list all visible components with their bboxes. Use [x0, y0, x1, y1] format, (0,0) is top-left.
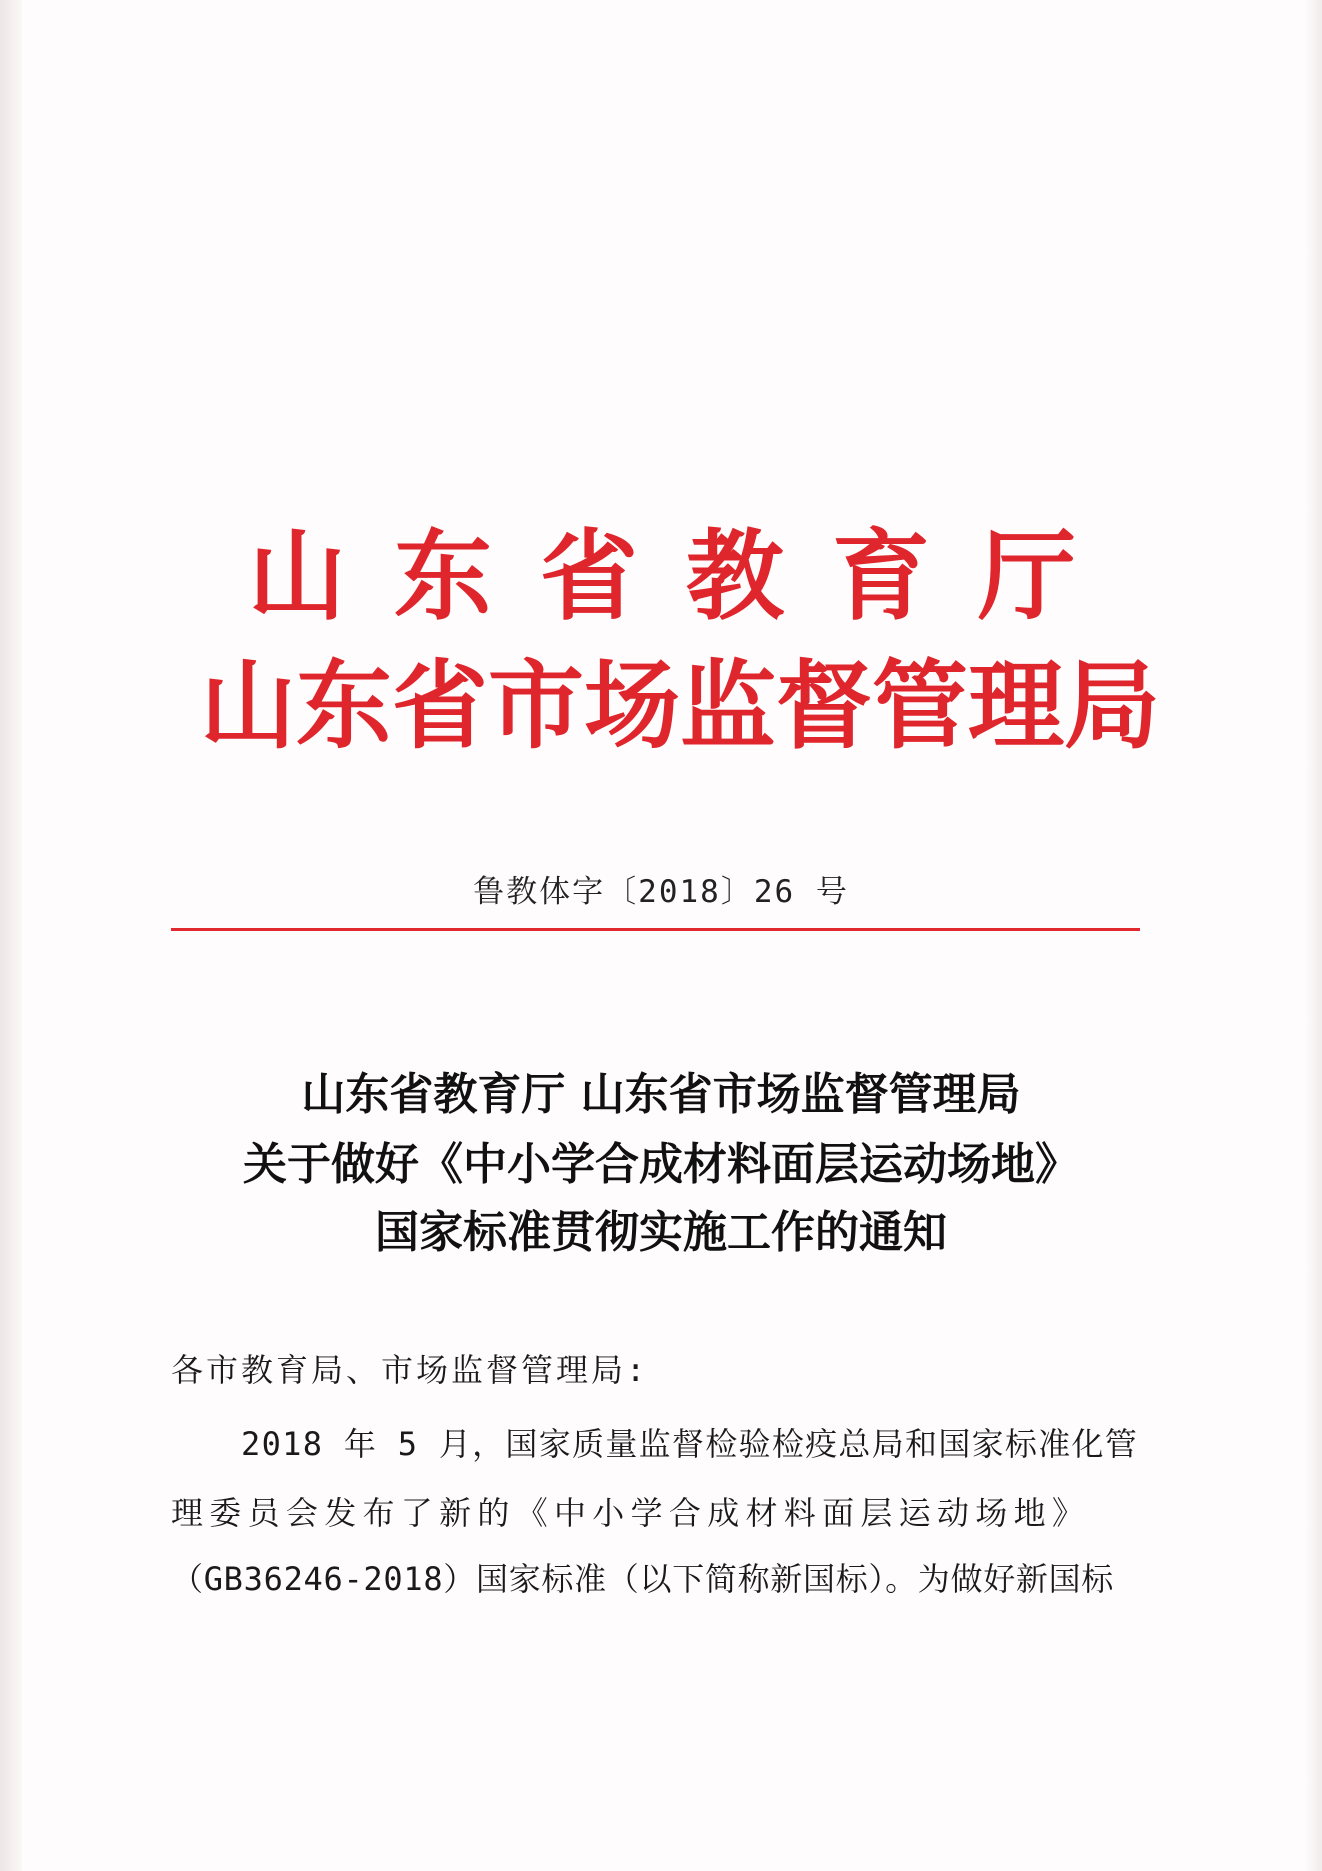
salutation: 各市教育局、市场监督管理局:	[171, 1351, 649, 1389]
body-line-3: （GB36246-2018）国家标准（以下简称新国标）。为做好新国标	[171, 1560, 1114, 1598]
issuer-name-market-supervision-bureau: 山东省市场监督管理局	[200, 649, 1160, 762]
document-title-line-2: 关于做好《中小学合成材料面层运动场地》	[243, 1139, 1079, 1190]
issuer-name-education-department: 山东省教育厅	[248, 519, 1125, 634]
document-title-line-3: 国家标准贯彻实施工作的通知	[375, 1207, 947, 1258]
red-separator-line	[171, 928, 1140, 931]
scan-shadow-right	[1306, 0, 1322, 1871]
document-title-line-1: 山东省教育厅 山东省市场监督管理局	[301, 1069, 1021, 1120]
scan-shadow-left	[0, 0, 22, 1871]
document-number: 鲁教体字〔2018〕26 号	[473, 874, 849, 910]
body-line-2: 理委员会发布了新的《中小学合成材料面层运动场地》	[171, 1494, 1091, 1532]
body-line-1: 2018 年 5 月，国家质量监督检验检疫总局和国家标准化管	[241, 1425, 1139, 1463]
